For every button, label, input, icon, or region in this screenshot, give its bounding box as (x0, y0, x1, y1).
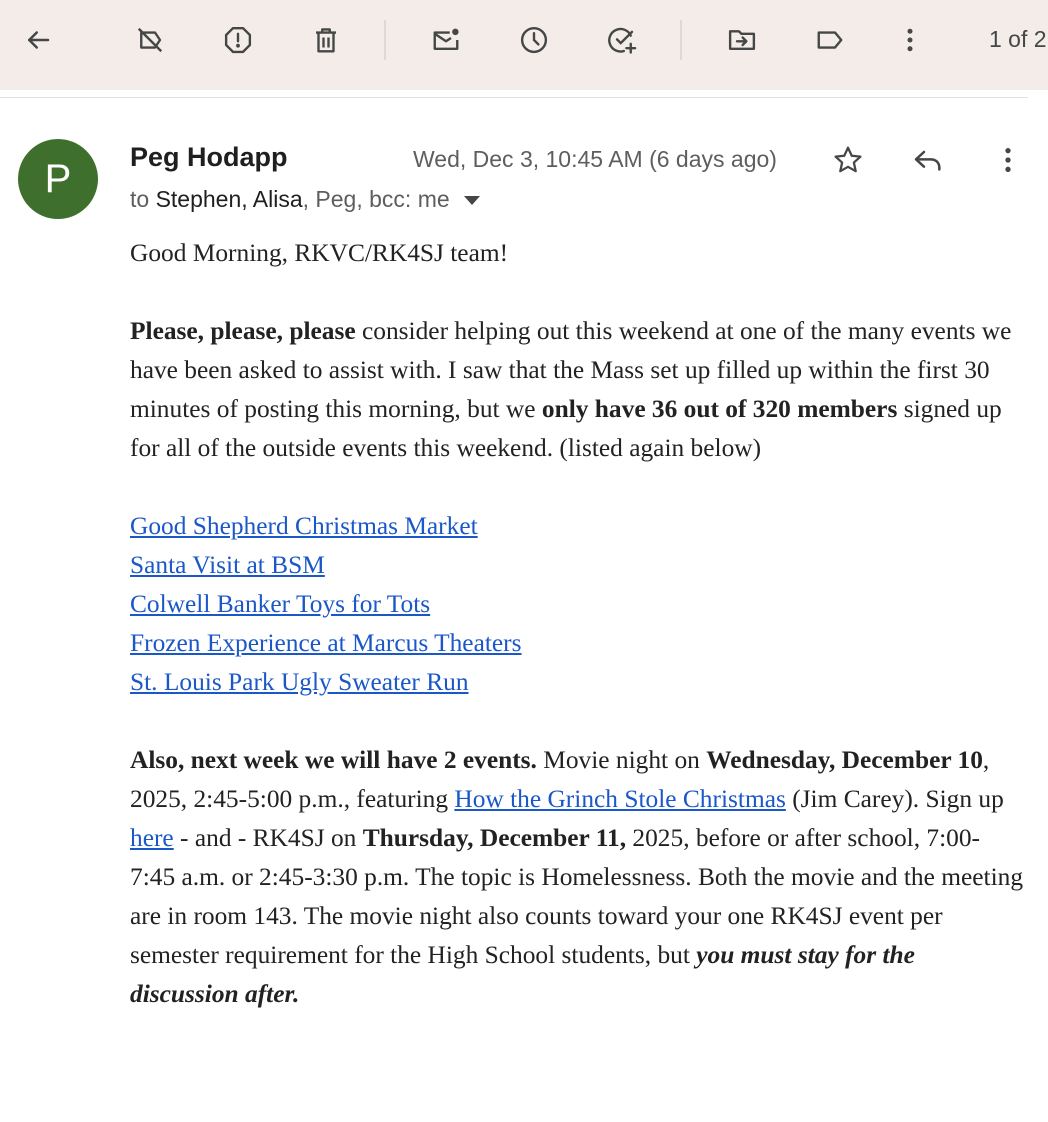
label-icon[interactable] (810, 18, 850, 62)
body-text: - and - RK4SJ on (173, 824, 363, 852)
signup-link[interactable]: here (130, 824, 174, 852)
more-vert-icon[interactable] (890, 18, 930, 62)
greeting: Good Morning, RKVC/RK4SJ team! (130, 239, 509, 267)
movie-link[interactable]: How the Grinch Stole Christmas (454, 785, 786, 813)
emphasis: Please, please, please (130, 317, 356, 345)
avatar-letter: P (44, 156, 72, 201)
emphasis: you must stay for the discussion after. (130, 941, 915, 1008)
snooze-icon[interactable] (514, 18, 554, 62)
add-to-tasks-icon[interactable] (602, 18, 642, 62)
event-link-item (130, 585, 1025, 624)
toolbar-separator (680, 20, 682, 60)
emphasis: Wednesday, December 10 (706, 746, 983, 774)
move-to-icon[interactable] (722, 18, 762, 62)
emphasis: Thursday, December 11, (362, 824, 627, 852)
star-icon[interactable] (826, 140, 870, 180)
toolbar-separator (384, 20, 386, 60)
body-text: signed up for all of the outside events this weekend. (listed again below) (130, 395, 1002, 462)
event-link[interactable]: Colwell Banker Toys for Tots (130, 590, 431, 618)
event-link[interactable]: Frozen Experience at Marcus Theaters (130, 629, 522, 657)
pagination-count: 1 of 2 (989, 26, 1047, 52)
event-link[interactable]: Santa Visit at BSM (130, 551, 325, 579)
event-link-item (130, 624, 1025, 663)
event-link-item (130, 663, 1025, 702)
event-link-item (130, 507, 1025, 546)
recipients-primary: Stephen, Alisa (155, 186, 303, 212)
event-link-item (130, 546, 1025, 585)
back-arrow-icon[interactable] (18, 18, 58, 62)
avatar[interactable] (18, 139, 98, 219)
emphasis: only have 36 out of 320 members (541, 395, 898, 423)
event-link[interactable]: St. Louis Park Ugly Sweater Run (130, 668, 469, 696)
paragraph-next-week (130, 741, 1025, 1014)
mark-unread-icon[interactable] (426, 18, 466, 62)
body-text: (Jim Carey). Sign up (785, 785, 1004, 813)
report-spam-icon[interactable] (218, 18, 258, 62)
paragraph-request (130, 312, 1025, 468)
recipients-secondary: , Peg, bcc: me (302, 186, 450, 212)
body-text: Movie night on (536, 746, 707, 774)
delete-icon[interactable] (306, 18, 346, 62)
body-text: , 2025, 2:45-5:00 p.m., featuring (130, 746, 990, 813)
body-text: consider helping out this weekend at one of the many events we have been asked to assist with. I saw that the Mass set up filled up within the first 30 minutes of posting this morning, but we (130, 317, 1012, 423)
more-vert-icon[interactable] (986, 140, 1030, 180)
message-toolbar (0, 0, 1048, 90)
reply-icon[interactable] (906, 140, 950, 180)
show-details-chevron-down-icon[interactable] (464, 196, 480, 205)
message-date: Wed, Dec 3, 10:45 AM (6 days ago) (413, 146, 777, 172)
not-spam-icon[interactable] (130, 18, 170, 62)
to-prefix: to (130, 186, 150, 212)
recipients (130, 186, 480, 213)
body-text: 2025, before or after school, 7:00-7:45 a.m. or 2:45-3:30 p.m. The topic is Homelessness. Both the movie and the meeting are in room 143. The movie night also counts toward your one RK4SJ event per semester requirement for the High School students, but (130, 824, 1024, 969)
message-body (130, 234, 1025, 1014)
divider (0, 97, 1028, 98)
emphasis: Also, next week we will have 2 events. (130, 746, 537, 774)
event-link[interactable]: Good Shepherd Christmas Market (130, 512, 478, 540)
sender-name[interactable]: Peg Hodapp (130, 142, 288, 172)
